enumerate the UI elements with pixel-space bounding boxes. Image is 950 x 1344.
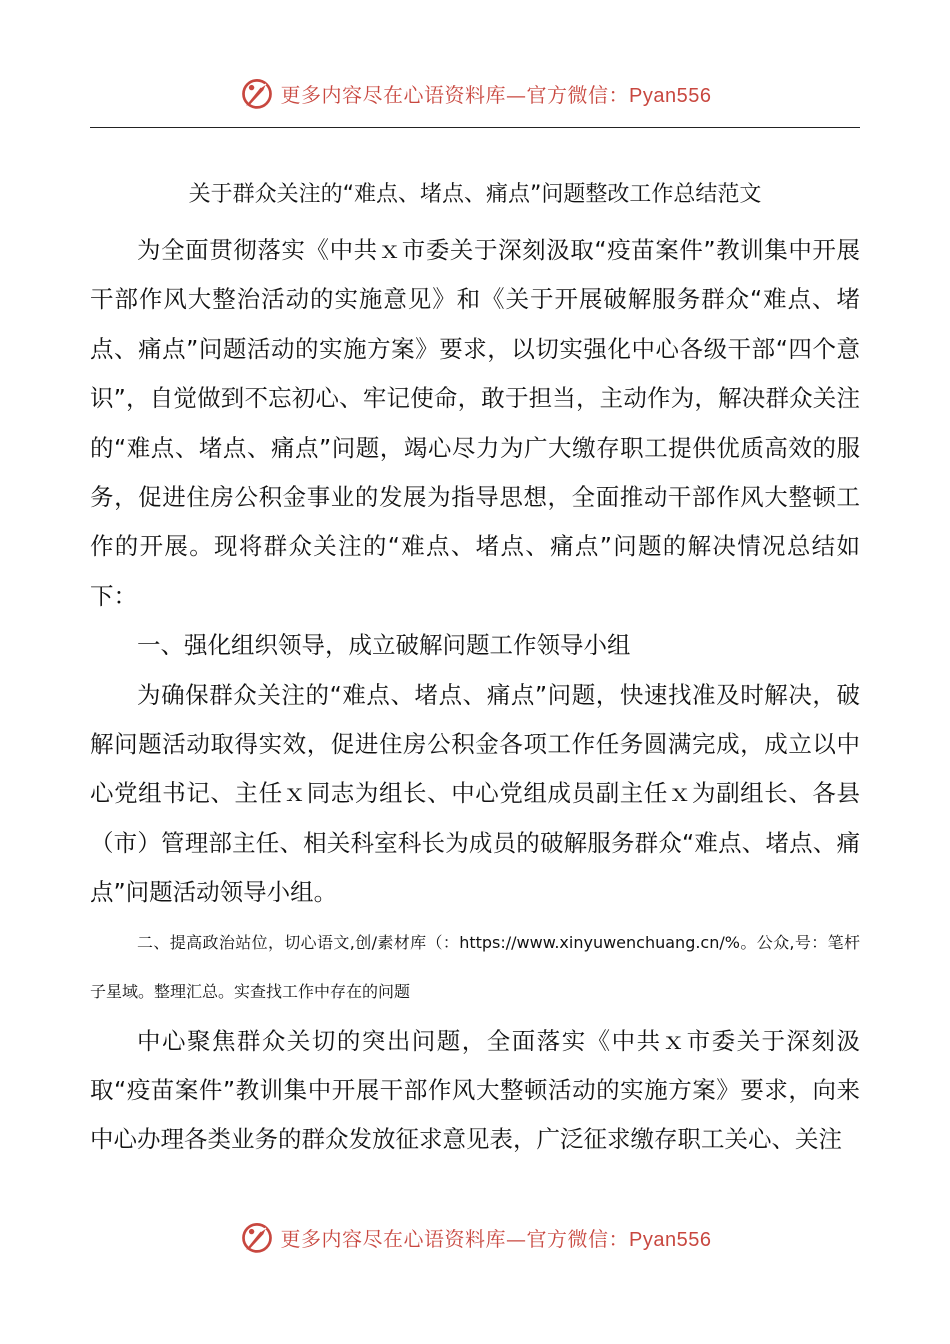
document-title: 关于群众关注的“难点、堵点、痛点”问题整改工作总结范文 <box>188 182 762 207</box>
section-2-heading: 二、提高政治站位，切心语文,创/素材库（：https://www.xinyuwenchuang.cn/%。公众,号：笔杆子星域。整理汇总。实查找工作中存在的问题 <box>90 932 860 1002</box>
wechat-id: Pyan556 <box>629 84 712 107</box>
header-divider <box>90 127 860 128</box>
brand-text-footer: 更多内容尽在心语资料库—官方微信：Pyan556 <box>280 1226 712 1251</box>
section-2-paragraph: 中心聚焦群众关切的突出问题，全面落实《中共ｘ市委关于深刻汲取“疫苗案件”教训集中开展干部作风大整顿活动的实施方案》要求，向来中心办理各类业务的群众发放征求意见表，广泛征求缴存职工关心、关注 <box>90 1026 860 1154</box>
section-1-paragraph: 为确保群众关注的“难点、堵点、痛点”问题，快速找准及时解决，破解问题活动取得实效，促进住房公积金各项工作任务圆满完成，成立以中心党组书记、主任ｘ同志为组长、中心党组成员副主任ｘ为副组长、各县（市）管理部主任、相关科室科长为成员的破解服务群众“难点、堵点、痛点”问题活动领导小组。 <box>90 680 860 907</box>
brand-watermark <box>239 75 712 111</box>
page-header <box>0 70 950 116</box>
pen-nib-logo-icon <box>239 75 275 111</box>
brand-text: 更多内容尽在心语资料库—官方微信：Pyan556 <box>280 82 712 107</box>
pen-nib-logo-icon <box>239 1219 275 1255</box>
intro-paragraph: 为全面贯彻落实《中共ｘ市委关于深刻汲取“疫苗案件”教训集中开展干部作风大整治活动的实施意见》和《关于开展破解服务群众“难点、堵点、痛点”问题活动的实施方案》要求，以切实强化中心各级干部“四个意识”，自觉做到不忘初心、牢记使命，敢于担当，主动作为，解决群众关注的“难点、堵点、痛点”问题，竭心尽力为广大缴存职工提供优质高效的服务，促进住房公积金事业的发展为指导思想，全面推动干部作风大整顿工作的开展。现将群众关注的“难点、堵点、痛点”问题的解决情况总结如下： <box>90 236 860 610</box>
section-1-heading: 一、强化组织领导，成立破解问题工作领导小组 <box>137 631 631 660</box>
brand-watermark-footer <box>239 1219 712 1255</box>
wechat-id-footer: Pyan556 <box>629 1228 712 1251</box>
document-body <box>90 170 860 1165</box>
page-footer <box>0 1214 950 1260</box>
